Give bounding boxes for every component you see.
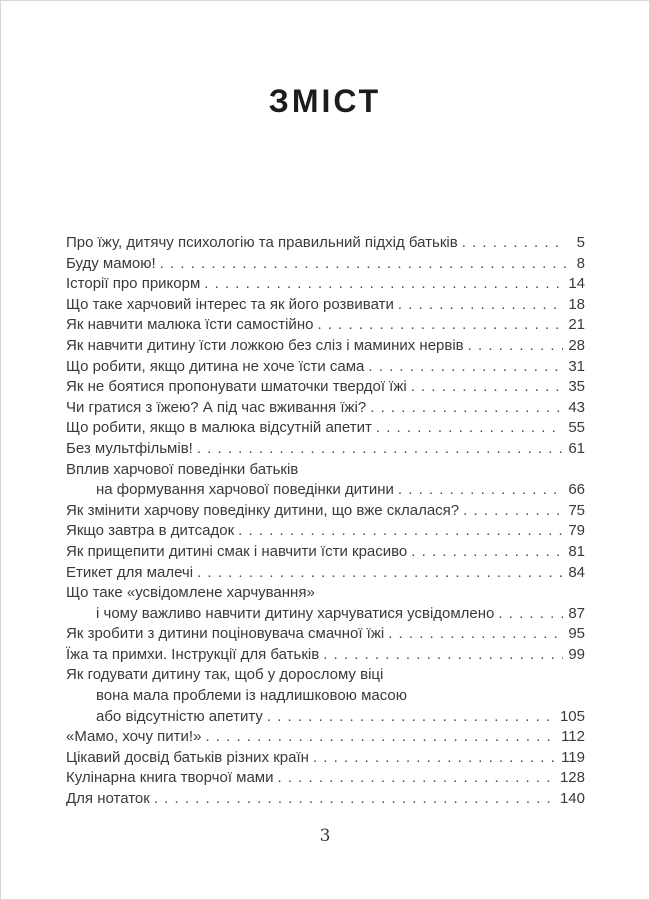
toc-entry-line xyxy=(66,357,585,378)
toc-entry-line xyxy=(66,274,585,295)
toc-entry-title: Кулінарна книга творчої мами xyxy=(66,769,274,787)
toc-entry-line xyxy=(66,686,585,707)
toc-entry-line xyxy=(66,439,585,460)
toc-entry-page: 99 xyxy=(568,645,585,663)
toc-entry-title: Етикет для малечі xyxy=(66,563,194,581)
toc-entry-line xyxy=(66,542,585,563)
toc-entry-page: 55 xyxy=(568,419,585,437)
toc-entry-page: 81 xyxy=(568,542,585,560)
toc-entry-page: 105 xyxy=(559,707,585,725)
toc-entry-line xyxy=(66,295,585,316)
leader-dots xyxy=(278,768,555,789)
toc-entry-line xyxy=(66,501,585,522)
toc-entry-line xyxy=(66,665,585,686)
toc-entry-title: Як прищепити дитині смак і навчити їсти красиво xyxy=(66,542,408,560)
leader-dots xyxy=(498,604,563,625)
leader-dots xyxy=(197,439,563,460)
toc-entry-title: Їжа та примхи. Інструкції для батьків xyxy=(66,645,320,663)
toc-entry-page: 140 xyxy=(559,790,585,808)
toc-entry-line xyxy=(66,521,585,542)
leader-dots xyxy=(204,274,563,295)
leader-dots xyxy=(376,418,563,439)
toc-entry-line xyxy=(66,748,585,769)
toc-entry-title: Для нотаток xyxy=(66,790,150,808)
toc-entry-title: Буду мамою! xyxy=(66,254,156,272)
toc-entry-title: Як навчити малюка їсти самостійно xyxy=(66,316,314,334)
toc-entry-page: 21 xyxy=(568,316,585,334)
leader-dots xyxy=(154,789,555,810)
leader-dots xyxy=(160,254,566,275)
leader-dots xyxy=(411,377,564,398)
leader-dots xyxy=(238,521,563,542)
toc-entry-title: Що таке «усвідомлене харчування» xyxy=(66,584,315,602)
toc-entry-page: 84 xyxy=(568,563,585,581)
toc-entry-page: 61 xyxy=(568,439,585,457)
toc-entry-title: вона мала проблеми із надлишковою масою xyxy=(96,687,408,705)
toc-entry-title: на формування харчової поведінки дитини xyxy=(96,481,394,499)
page-title: ЗМІСТ xyxy=(268,83,382,119)
toc-entry-title: Що робити, якщо дитина не хоче їсти сама xyxy=(66,357,365,375)
toc-entry-title: Цікавий досвід батьків різних країн xyxy=(66,748,309,766)
toc-entry-line xyxy=(66,460,585,481)
leader-dots xyxy=(205,727,556,748)
toc-entry-title: Вплив харчової поведінки батьків xyxy=(66,460,299,478)
toc-entry-page: 75 xyxy=(568,501,585,519)
toc-entry-page: 87 xyxy=(568,604,585,622)
toc-entry-page: 35 xyxy=(568,378,585,396)
toc-entry-line xyxy=(66,727,585,748)
toc-entry-line xyxy=(66,768,585,789)
toc-entry-page: 18 xyxy=(568,295,585,313)
toc-entry-page: 128 xyxy=(559,769,585,787)
toc-entry-page: 66 xyxy=(568,481,585,499)
toc-entry-title: Як змінити харчову поведінку дитини, що вже склалася? xyxy=(66,501,460,519)
toc-entry-page: 112 xyxy=(561,728,585,746)
leader-dots xyxy=(317,315,563,336)
toc-entry-title: Як не боятися пропонувати шматочки твердої їжі xyxy=(66,378,407,396)
toc-entry-line xyxy=(66,336,585,357)
toc-entry-line xyxy=(66,398,585,419)
toc-entry-title: Чи гратися з їжею? А під час вживання їжі? xyxy=(66,398,367,416)
toc-entry-page: 79 xyxy=(568,522,585,540)
toc-entry-page: 28 xyxy=(568,336,585,354)
toc-entry-line xyxy=(66,604,585,625)
toc-entry-line xyxy=(66,315,585,336)
toc-entry-line xyxy=(66,645,585,666)
toc-entry-line xyxy=(66,254,585,275)
leader-dots xyxy=(398,295,563,316)
toc-entry-title: Що робити, якщо в малюка відсутній апетит xyxy=(66,419,372,437)
toc-entry-title: Як годувати дитину так, щоб у дорослому віці xyxy=(66,666,384,684)
leader-dots xyxy=(197,563,563,584)
toc-entry-title: Історії про прикорм xyxy=(66,275,201,293)
leader-dots xyxy=(368,357,563,378)
leader-dots xyxy=(463,501,563,522)
toc-entry-line xyxy=(66,789,585,810)
leader-dots xyxy=(468,336,564,357)
leader-dots xyxy=(398,480,563,501)
toc-entry-line xyxy=(66,377,585,398)
leader-dots xyxy=(388,624,563,645)
toc-entry-title: Що таке харчовий інтерес та як його розвивати xyxy=(66,295,394,313)
toc-entry-page: 5 xyxy=(576,234,585,251)
leader-dots xyxy=(313,748,556,769)
toc-entry-line xyxy=(66,707,585,728)
page-number: 3 xyxy=(319,826,331,846)
leader-dots xyxy=(267,707,555,728)
toc-entry-line xyxy=(66,624,585,645)
toc-entry-page: 31 xyxy=(568,357,585,375)
toc-entry-page: 119 xyxy=(561,748,585,766)
toc-entry-page: 43 xyxy=(568,398,585,416)
toc-entry-page: 8 xyxy=(576,254,585,272)
leader-dots xyxy=(370,398,563,419)
leader-dots xyxy=(323,645,563,666)
leader-dots xyxy=(462,233,566,254)
toc-entry-title: і чому важливо навчити дитину харчуватися усвідомлено xyxy=(96,604,495,622)
toc-entry-title: або відсутністю апетиту xyxy=(96,707,263,725)
toc-entry-title: Про їжу, дитячу психологію та правильний підхід батьків xyxy=(66,234,458,251)
toc-entry-title: Без мультфільмів! xyxy=(66,439,193,457)
toc-entry-title: Якщо завтра в дитсадок xyxy=(66,522,235,540)
toc-entry-title: «Мамо, хочу пити!» xyxy=(66,728,202,746)
toc-entry-page: 95 xyxy=(568,625,585,643)
toc-list xyxy=(66,233,585,810)
toc-entry-line xyxy=(66,563,585,584)
toc-entry-line xyxy=(66,480,585,501)
toc-entry-title: Як зробити з дитини поціновувача смачної їжі xyxy=(66,625,385,643)
leader-dots xyxy=(411,542,563,563)
toc-entry-title: Як навчити дитину їсти ложкою без сліз і маминих нервів xyxy=(66,336,464,354)
toc-entry-line xyxy=(66,233,585,254)
toc-entry-page: 14 xyxy=(568,275,585,293)
toc-entry-line xyxy=(66,583,585,604)
toc-entry-line xyxy=(66,418,585,439)
